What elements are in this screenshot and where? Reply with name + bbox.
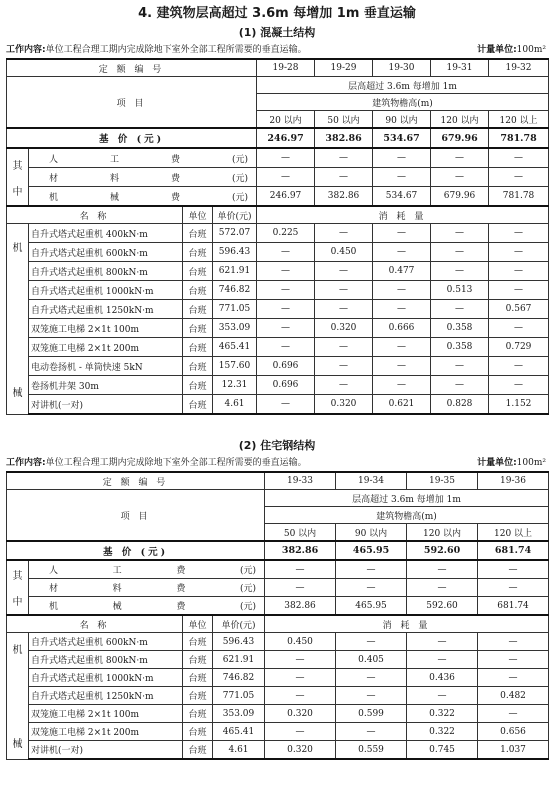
section1-code: 19-28 [257,59,315,77]
section2-work-label: 工作内容: [6,458,46,468]
section1-code: 19-29 [315,59,373,77]
consumption-value: — [265,651,336,669]
section2-height: 90 以内 [336,524,407,542]
section1-code-row [7,59,549,77]
table-row [7,338,549,357]
section2-col-price: 单价(元) [213,615,265,633]
machine-name: 自升式塔式起重机 1000kN·m [29,281,183,300]
section1-height: 120 以内 [431,111,489,129]
machine-price: 157.60 [213,357,257,376]
machine-unit: 台班 [183,300,213,319]
machine-price: 465.41 [213,338,257,357]
table-row [7,723,549,741]
section1-table [6,58,549,415]
machine-price: 4.61 [213,741,265,760]
consumption-value: — [265,669,336,687]
section2-base-value: 382.86 [265,541,336,560]
consumption-value: — [257,281,315,300]
section2-sub-header: 建筑物檐高(m) [265,507,549,524]
consumption-value: 0.621 [373,395,431,415]
consumption-value: — [489,224,549,243]
table-row [7,705,549,723]
consumption-value: — [373,357,431,376]
section2-cost-row: 其 中 人 工 费 (元) — — — — [7,560,549,579]
machine-price: 771.05 [213,300,257,319]
consumption-value: — [315,376,373,395]
machine-name: 对讲机(一对) [29,395,183,415]
consumption-value: 0.320 [315,319,373,338]
consumption-value: — [315,300,373,319]
section1-base-label: 基 价 (元) [7,128,257,148]
consumption-value: 0.666 [373,319,431,338]
machine-name: 自升式塔式起重机 600kN·m [29,633,183,651]
table-row [7,687,549,705]
section1-cost-row: 材 料 费 (元) — — — — — [7,168,549,187]
consumption-value: 0.450 [265,633,336,651]
consumption-value: — [336,687,407,705]
section2-base-price-row [7,541,549,560]
section2-unit-label: 计量单位: [477,458,517,468]
consumption-value: 0.729 [489,338,549,357]
section2-work-line [6,455,548,471]
consumption-value: 0.696 [257,376,315,395]
section2-consume-header [7,615,549,633]
consumption-value: 0.559 [336,741,407,760]
table-row [7,376,549,395]
consumption-value: — [489,262,549,281]
machine-price: 353.09 [213,319,257,338]
section2-height: 50 以内 [265,524,336,542]
table-row [7,395,549,415]
machine-name: 自升式塔式起重机 1250kN·m [29,300,183,319]
section2-group-header: 层高超过 3.6m 每增加 1m [265,490,549,507]
consumption-value: — [315,357,373,376]
machine-price: 746.82 [213,281,257,300]
section1-base-value: 534.67 [373,128,431,148]
machine-price: 621.91 [213,651,265,669]
machine-unit: 台班 [183,687,213,705]
section2-col-consume: 消 耗 量 [265,615,549,633]
section2-code: 19-35 [407,472,478,490]
machine-price: 596.43 [213,633,265,651]
section1-quota-label: 定 额 编 号 [7,59,257,77]
section1-work-text: 单位工程合理工期内完成除地下室外全部工程所需要的垂直运输。 [45,45,307,55]
section2-code-row [7,472,549,490]
consumption-value: — [373,243,431,262]
section1-machine-rows [7,224,549,415]
machine-price: 465.41 [213,723,265,741]
consumption-value: — [489,319,549,338]
consumption-value: — [265,723,336,741]
table-row [7,651,549,669]
machine-name: 双笼施工电梯 2×1t 200m [29,338,183,357]
section1-base-value: 382.86 [315,128,373,148]
section1-base-value: 781.78 [489,128,549,148]
section2-base-label: 基 价 (元) [7,541,265,560]
table-row [7,300,549,319]
machine-unit: 台班 [183,633,213,651]
consumption-value: — [315,338,373,357]
section1-code: 19-31 [431,59,489,77]
section2-base-value: 465.95 [336,541,407,560]
consumption-value: — [336,723,407,741]
consumption-value: 0.358 [431,319,489,338]
section1-item-label: 项 目 [7,77,257,129]
machine-unit: 台班 [183,319,213,338]
machine-unit: 台班 [183,651,213,669]
machine-unit: 台班 [183,705,213,723]
table-row [7,319,549,338]
machine-unit: 台班 [183,357,213,376]
consumption-value: 1.152 [489,395,549,415]
machine-price: 771.05 [213,687,265,705]
section2-code: 19-33 [265,472,336,490]
section2-quota-label: 定 额 编 号 [7,472,265,490]
section1-height: 20 以内 [257,111,315,129]
table-row [7,281,549,300]
section2-unit-value: 100m² [516,458,546,468]
consumption-value: — [257,262,315,281]
table-row [7,262,549,281]
machine-name: 自升式塔式起重机 400kN·m [29,224,183,243]
machine-name: 双笼施工电梯 2×1t 100m [29,705,183,723]
machine-name: 卷扬机井架 30m [29,376,183,395]
consumption-value: 0.322 [407,705,478,723]
section1-col-unit: 单位 [183,206,213,224]
section1-work-label: 工作内容: [6,45,46,55]
consumption-value: 0.656 [478,723,549,741]
consumption-value: — [315,262,373,281]
section2-cost-row: 机 械 费 (元) 382.86 465.95 592.60 681.74 [7,597,549,616]
consumption-value: 0.828 [431,395,489,415]
s2-side-machine: 机 械 [7,633,29,760]
consumption-value: 0.696 [257,357,315,376]
consumption-value: — [478,705,549,723]
table-row [7,633,549,651]
section1-col-price: 单价(元) [213,206,257,224]
consumption-value: — [478,633,549,651]
consumption-value: 0.450 [315,243,373,262]
section1-title: (1) 混凝土结构 [238,26,316,39]
consumption-value: — [431,243,489,262]
consumption-value: — [478,669,549,687]
consumption-value: — [431,357,489,376]
section1-col-name: 名 称 [7,206,183,224]
consumption-value: 0.477 [373,262,431,281]
document-page [6,4,548,760]
machine-name: 自升式塔式起重机 800kN·m [29,651,183,669]
consumption-value: 0.320 [265,705,336,723]
consumption-value: — [315,224,373,243]
section1-unit-value: 100m² [516,45,546,55]
consumption-value: — [315,281,373,300]
consumption-value: — [373,281,431,300]
machine-price: 621.91 [213,262,257,281]
consumption-value: 0.358 [431,338,489,357]
machine-unit: 台班 [183,338,213,357]
section1-base-price-row [7,128,549,148]
table-row [7,741,549,760]
machine-price: 746.82 [213,669,265,687]
table-row [7,357,549,376]
machine-name: 电动卷扬机 - 单筒快速 5kN [29,357,183,376]
consumption-value: — [407,633,478,651]
machine-name: 自升式塔式起重机 1250kN·m [29,687,183,705]
consumption-value: — [431,224,489,243]
consumption-value: — [257,395,315,415]
consumption-value: — [373,376,431,395]
section1-base-value: 679.96 [431,128,489,148]
machine-name: 双笼施工电梯 2×1t 100m [29,319,183,338]
machine-name: 自升式塔式起重机 1000kN·m [29,669,183,687]
section2-machine-rows [7,633,549,760]
section2-side-cost: 其 中 [7,560,29,615]
section1-work-line [6,42,548,58]
machine-unit: 台班 [183,741,213,760]
machine-name: 对讲机(一对) [29,741,183,760]
section1-code: 19-30 [373,59,431,77]
table-row [7,224,549,243]
consumption-value: 0.482 [478,687,549,705]
section1-group-header: 层高超过 3.6m 每增加 1m [257,77,549,94]
consumption-value: 0.320 [265,741,336,760]
consumption-value: 0.567 [489,300,549,319]
consumption-value: — [257,338,315,357]
machine-name: 双笼施工电梯 2×1t 200m [29,723,183,741]
section1-unit-label: 计量单位: [477,45,517,55]
consumption-value: 0.405 [336,651,407,669]
consumption-value: — [373,300,431,319]
section2-work-text: 单位工程合理工期内完成除地下室外全部工程所需要的垂直运输。 [45,458,307,468]
section1-cost-row: 其 中 人 工 费 (元) — — — — — [7,148,549,168]
consumption-value: — [489,281,549,300]
section1-base-value: 246.97 [257,128,315,148]
table-row [7,669,549,687]
section2-item-label: 项 目 [7,490,265,542]
section1-unit [477,42,546,58]
section2-col-unit: 单位 [183,615,213,633]
consumption-value: — [407,687,478,705]
section1-sub-header: 建筑物檐高(m) [257,94,549,111]
main-title: 4. 建筑物层高超过 3.6m 每增加 1m 垂直运输 [138,6,416,21]
machine-price: 572.07 [213,224,257,243]
machine-name: 自升式塔式起重机 600kN·m [29,243,183,262]
section2-unit [477,455,546,471]
machine-unit: 台班 [183,723,213,741]
consumption-value: — [336,633,407,651]
section1-height: 120 以上 [489,111,549,129]
consumption-value: — [257,300,315,319]
consumption-value: — [489,376,549,395]
machine-price: 4.61 [213,395,257,415]
consumption-value: — [431,262,489,281]
s1-side-machine: 机 械 [7,224,29,415]
consumption-value: 0.225 [257,224,315,243]
consumption-value: — [478,651,549,669]
section2-col-name: 名 称 [7,615,183,633]
section2-height: 120 以内 [407,524,478,542]
section2-table [6,471,549,760]
consumption-value: — [265,687,336,705]
section1-cost-row: 机 械 费 (元) 246.97 382.86 534.67 679.96 781.78 [7,187,549,207]
section1-consume-header [7,206,549,224]
machine-unit: 台班 [183,669,213,687]
consumption-value: — [373,224,431,243]
consumption-value: 0.745 [407,741,478,760]
consumption-value: — [431,376,489,395]
section1-side-cost: 其 中 [7,148,29,206]
section2-title: (2) 住宅钢结构 [238,439,316,452]
machine-price: 596.43 [213,243,257,262]
consumption-value: 0.436 [407,669,478,687]
consumption-value: 0.320 [315,395,373,415]
consumption-value: 1.037 [478,741,549,760]
section2-base-value: 592.60 [407,541,478,560]
machine-price: 12.31 [213,376,257,395]
machine-price: 353.09 [213,705,265,723]
section2-base-value: 681.74 [478,541,549,560]
machine-unit: 台班 [183,224,213,243]
consumption-value: — [336,669,407,687]
consumption-value: — [257,319,315,338]
consumption-value: 0.599 [336,705,407,723]
consumption-value: 0.513 [431,281,489,300]
section1-height: 50 以内 [315,111,373,129]
consumption-value: — [431,300,489,319]
machine-unit: 台班 [183,395,213,415]
section2-code: 19-36 [478,472,549,490]
consumption-value: — [489,243,549,262]
consumption-value: — [407,651,478,669]
table-row [7,243,549,262]
section2-height: 120 以上 [478,524,549,542]
section1-height: 90 以内 [373,111,431,129]
section1-col-consume: 消 耗 量 [257,206,549,224]
consumption-value: — [489,357,549,376]
section2-cost-row: 材 料 费 (元) — — — — [7,579,549,597]
machine-name: 自升式塔式起重机 800kN·m [29,262,183,281]
machine-unit: 台班 [183,281,213,300]
machine-unit: 台班 [183,243,213,262]
consumption-value: 0.322 [407,723,478,741]
machine-unit: 台班 [183,376,213,395]
machine-unit: 台班 [183,262,213,281]
consumption-value: — [257,243,315,262]
consumption-value: — [373,338,431,357]
section2-code: 19-34 [336,472,407,490]
section1-code: 19-32 [489,59,549,77]
